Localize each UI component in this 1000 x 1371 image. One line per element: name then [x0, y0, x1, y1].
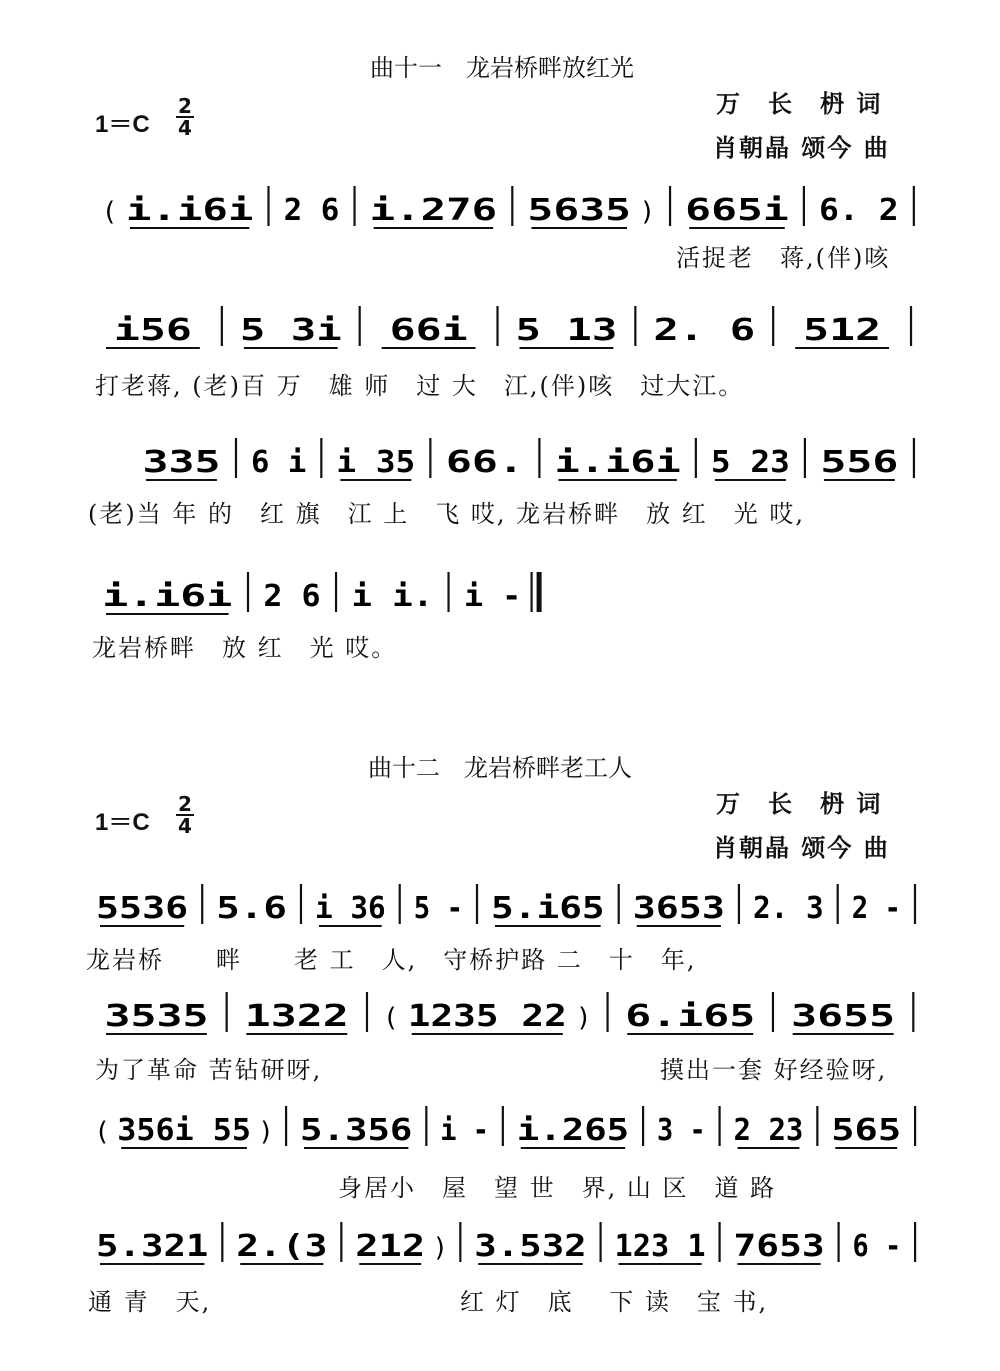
- note-group: 6 i: [251, 445, 307, 480]
- note-group: i56: [113, 313, 192, 348]
- note-group: 3655: [791, 999, 896, 1034]
- song11-composer: 肖朝晶 颂今 曲: [713, 133, 890, 162]
- note-group: 3535: [104, 999, 209, 1034]
- song12-lyricist: 万 长 枬 词: [716, 789, 883, 818]
- note-group: 5 23: [710, 445, 790, 480]
- note-group: 212: [355, 1229, 426, 1264]
- note-group: 6. 2: [819, 193, 899, 228]
- note-group: i.276: [369, 193, 498, 228]
- song11-title: 曲十一 龙岩桥畔放红光: [370, 54, 634, 82]
- note-group: 7653: [733, 1229, 825, 1264]
- note-group: 5 3i: [239, 313, 342, 348]
- note-group: 2.(3: [236, 1229, 328, 1264]
- song12-meter-top: 2: [178, 792, 192, 816]
- song11-line4-lyrics: 龙岩桥畔 放 红 光 哎。: [92, 634, 398, 662]
- note-group: 565: [831, 1113, 902, 1148]
- final-bar-line: [537, 572, 542, 612]
- note-group: 5.356: [300, 1113, 413, 1148]
- note-group: i.i6i: [125, 193, 254, 228]
- note-group: 2 -: [851, 891, 901, 926]
- note-group: 123 1: [614, 1229, 706, 1264]
- song11-meter-top: 2: [178, 94, 192, 118]
- note-group: i -: [440, 1113, 489, 1148]
- note-group: 5536: [96, 891, 189, 926]
- note-group: 2 23: [733, 1113, 804, 1148]
- song12-line2-lyrics-a: 为了革命 苦钻研呀,: [95, 1056, 323, 1084]
- note-group: i.265: [516, 1113, 630, 1148]
- note-group: 665i: [685, 193, 789, 228]
- note-group: 2 6: [283, 193, 340, 228]
- note-group: 6.i65: [625, 999, 756, 1034]
- parenthesis: ): [434, 1233, 445, 1263]
- note-group: 66.: [445, 445, 524, 480]
- note-group: 2. 3: [752, 891, 824, 926]
- song11-key-signature: 1＝C: [95, 111, 150, 138]
- song12-line1-lyrics: 龙岩桥 畔 老 工 人, 守桥护路 二 十 年,: [86, 946, 697, 974]
- note-group: i -: [463, 579, 522, 614]
- note-group: 5.i65: [491, 891, 605, 926]
- parenthesis: (: [386, 1003, 397, 1033]
- parenthesis: (: [104, 197, 116, 227]
- note-group: 2. 6: [653, 313, 756, 348]
- song12-meter-bottom: 4: [178, 814, 192, 838]
- song12-title: 曲十二 龙岩桥畔老工人: [368, 754, 632, 782]
- note-group: 512: [803, 313, 882, 348]
- note-group: 5.6: [216, 891, 287, 926]
- note-group: i.i6i: [554, 445, 681, 480]
- note-group: 2 6: [263, 579, 321, 614]
- song11-lyricist: 万 长 枬 词: [716, 89, 883, 118]
- note-group: i 35: [336, 445, 416, 480]
- note-group: 1322: [244, 999, 349, 1034]
- song12-line4-lyrics-b: 红 灯 底 下 读 宝 书,: [460, 1288, 769, 1316]
- note-group: 1235 22: [407, 999, 567, 1034]
- note-group: 66i: [389, 313, 468, 348]
- song12-key-signature: 1＝C: [95, 809, 150, 836]
- song12-line3-lyrics: 身居小 屋 望 世 界, 山 区 道 路: [338, 1174, 777, 1202]
- note-group: i.i6i: [102, 579, 233, 614]
- parenthesis: ): [578, 1003, 589, 1033]
- song11-line1-lyrics: 活捉老 蒋,(伴)咳: [676, 244, 891, 272]
- parenthesis: ): [641, 197, 653, 227]
- note-group: i i.: [351, 579, 434, 614]
- song11-meter-bottom: 4: [178, 116, 192, 140]
- note-group: 5635: [527, 193, 631, 228]
- note-group: 5 -: [413, 891, 463, 926]
- note-group: 335: [142, 445, 221, 480]
- song11-line3-lyrics: (老)当 年 的 红 旗 江 上 飞 哎, 龙岩桥畔 放 红 光 哎,: [88, 500, 806, 528]
- song12-composer: 肖朝晶 颂今 曲: [713, 833, 890, 862]
- note-group: i 36: [314, 891, 386, 926]
- note-group: 556: [820, 445, 899, 480]
- song12-line4-lyrics-a: 通 青 天,: [88, 1288, 212, 1316]
- note-group: 3653: [632, 891, 725, 926]
- parenthesis: (: [97, 1117, 108, 1147]
- song12-line2-lyrics-b: 摸出一套 好经验呀,: [660, 1056, 888, 1084]
- parenthesis: ): [260, 1117, 271, 1147]
- note-group: 6 -: [852, 1229, 902, 1264]
- note-group: 356i 55: [117, 1113, 251, 1148]
- song11-line2-lyrics: 打老蒋, (老)百 万 雄 师 过 大 江,(伴)咳 过大江。: [95, 372, 745, 400]
- note-group: 5.321: [96, 1229, 209, 1264]
- note-group: 5 13: [515, 313, 618, 348]
- note-group: 3.532: [474, 1229, 587, 1264]
- note-group: 3 -: [657, 1113, 706, 1148]
